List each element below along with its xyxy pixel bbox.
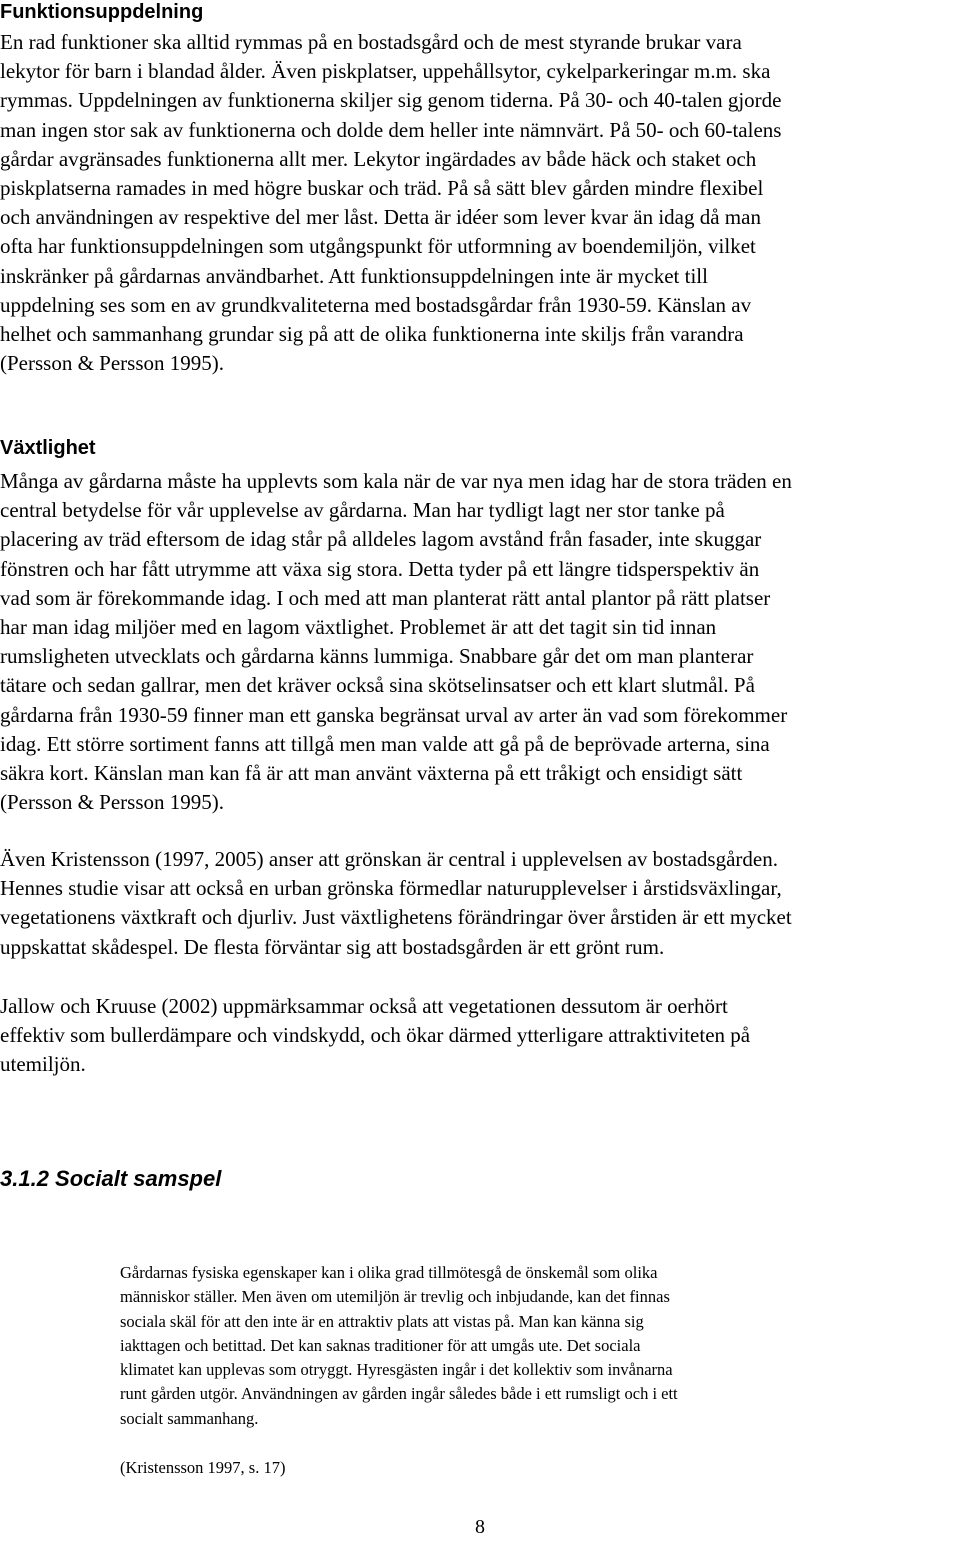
text-line: (Persson & Persson 1995).	[0, 351, 224, 376]
text-line: uppdelning ses som en av grundkvaliteterna med bostadsgårdar från 1930-59. Känslan av	[0, 292, 752, 317]
paragraph-vaxtlighet-3	[0, 992, 960, 1080]
text-line: Många av gårdarna måste ha upplevts som kala när de var nya men idag har de stora träden en	[0, 469, 792, 493]
text-line: vegetationens växtkraft och djurliv. Just växtlighetens förändringar över årstiden är ett mycket	[0, 905, 792, 930]
page-number: 8	[475, 1516, 485, 1538]
quote-line: sociala skäl för att den inte är en attraktiv plats att vistas på. Man kan känna sig	[120, 1311, 644, 1331]
quote-line: människor ställer. Men även om utemiljön är trevlig och inbjudande, kan det finnas	[120, 1287, 670, 1307]
quote-line: Gårdarnas fysiska egenskaper kan i olika grad tillmötesgå de önskemål som olika	[120, 1263, 658, 1282]
text-line: vad som är förekommande idag. I och med att man planterat rätt antal plantor på rätt platser	[0, 585, 771, 610]
text-line: (Persson & Persson 1995).	[0, 790, 224, 815]
text-line: rumsligheten utvecklats och gårdarna känns lummiga. Snabbare går det om man planterar	[0, 644, 754, 669]
section-heading-vaxtlighet: Växtlighet	[0, 437, 96, 459]
text-line: utemiljön.	[0, 1052, 86, 1077]
text-line: Jallow och Kruuse (2002) uppmärksammar också att vegetationen dessutom är oerhört	[0, 994, 728, 1018]
text-line: gårdar avgränsades funktionerna allt mer. Lekytor ingärdades av både häck och staket och	[0, 146, 757, 171]
quote-line: runt gården utgör. Användningen av gården ingår således både i ett rumsligt och i ett	[120, 1384, 678, 1404]
quote-citation: (Kristensson 1997, s. 17)	[120, 1458, 286, 1477]
text-line: central betydelse för vår upplevelse av gårdarna. Man har tydligt lagt ner stor tanke på	[0, 498, 725, 523]
block-quote	[120, 1261, 880, 1431]
quote-line: klimatet kan upplevas som otryggt. Hyresgästen ingår i det kollektiv som invånarna	[120, 1360, 673, 1380]
text-line: gårdarna från 1930-59 finner man ett ganska begränsat urval av arter än vad som förekommer	[0, 702, 788, 727]
text-line: En rad funktioner ska alltid rymmas på en bostadsgård och de mest styrande brukar vara	[0, 30, 742, 54]
text-line: placering av träd eftersom de idag står på alldeles lagom avstånd från fasader, inte skuggar	[0, 527, 762, 552]
text-line: idag. Ett större sortiment fanns att tillgå men man valde att gå på de beprövade arterna, sina	[0, 731, 770, 756]
paragraph-vaxtlighet-2	[0, 845, 960, 962]
text-line: fönstren och har fått utrymme att växa sig stora. Detta tyder på ett längre tidsperspektiv än	[0, 556, 760, 581]
section-heading-funktionsuppdelning: Funktionsuppdelning	[0, 1, 204, 23]
text-line: rymmas. Uppdelningen av funktionerna skiljer sig genom tiderna. På 30- och 40-talen gjorde	[0, 88, 782, 113]
text-line: helhet och sammanhang grundar sig på att de olika funktionerna inte skiljs från varandra	[0, 322, 744, 347]
quote-line: iakttagen och betittad. Det kan saknas traditioner för att umgås ute. Det sociala	[120, 1335, 641, 1355]
text-line: lekytor för barn i blandad ålder. Även piskplatser, uppehållsytor, cykelparkeringar m.m. ska	[0, 59, 771, 84]
text-line: effektiv som bullerdämpare och vindskydd, och ökar därmed ytterligare attraktiviteten på	[0, 1023, 751, 1048]
text-line: tätare och sedan gallrar, men det kräver också sina skötselinsatser och ett klart slutmål. På	[0, 673, 755, 698]
text-line: man ingen stor sak av funktionerna och dolde dem heller inte nämnvärt. På 50- och 60-talens	[0, 117, 782, 142]
text-line: Hennes studie visar att också en urban grönska förmedlar naturupplevelser i årstidsväxlingar,	[0, 876, 782, 901]
quote-line: socialt sammanhang.	[120, 1408, 259, 1428]
text-line: har man idag miljöer med en lagom växtlighet. Problemet är att det tagit sin tid innan	[0, 615, 717, 640]
text-line: och användningen av respektive del mer låst. Detta är idéer som lever kvar än idag då man	[0, 205, 761, 230]
text-line: piskplatserna ramades in med högre buskar och träd. På så sätt blev gården mindre flexibel	[0, 176, 764, 201]
text-line: uppskattat skådespel. De flesta förväntar sig att bostadsgården är ett grönt rum.	[0, 934, 665, 959]
text-line: säkra kort. Känslan man kan få är att man använt växterna på ett tråkigt och ensidigt sätt	[0, 761, 743, 786]
text-line: inskränker på gårdarnas användbarhet. Att funktionsuppdelningen inte är mycket till	[0, 263, 708, 288]
text-line: ofta har funktionsuppdelningen som utgångspunkt för utformning av boendemiljön, vilket	[0, 234, 756, 259]
section-heading-socialt-samspel: 3.1.2 Socialt samspel	[0, 1166, 222, 1191]
paragraph-vaxtlighet-1	[0, 467, 960, 817]
text-line: Även Kristensson (1997, 2005) anser att grönskan är central i upplevelsen av bostadsgården.	[0, 847, 778, 871]
paragraph-funktionsuppdelning	[0, 28, 960, 378]
